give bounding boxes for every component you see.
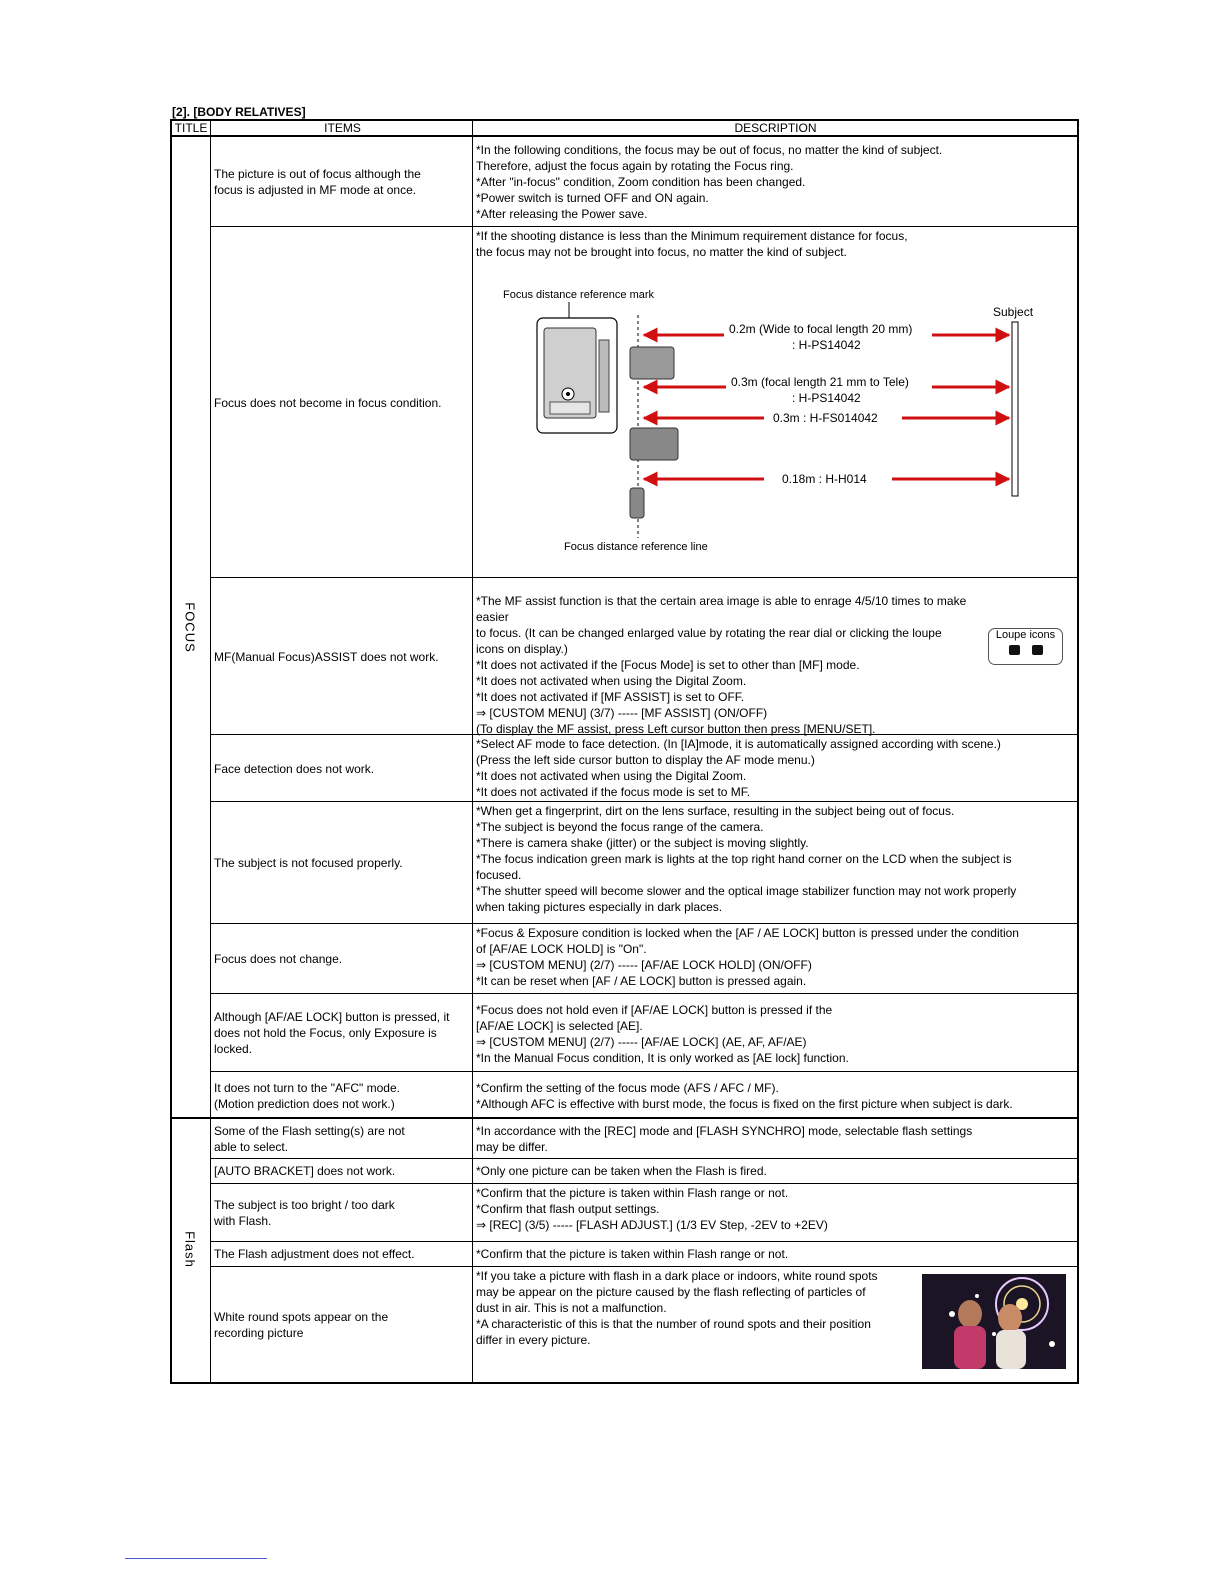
item-cell: Focus does not change.	[214, 952, 343, 966]
item-cell: Although [AF/AE LOCK] button is pressed, it does not hold the Focus, only Exposure is locked.	[214, 1010, 450, 1056]
description-cell: *Only one picture can be taken when the Flash is fired.	[476, 1164, 767, 1178]
description-cell: *Select AF mode to face detection. (In [IA]mode, it is automatically assigned according with scene.) (Press the left side cursor button to display the AF mode menu.) *It does not activated when using the Digital Zoom. *It does not activated if the focus mode is set to MF.	[476, 737, 1001, 799]
loupe-icons-box	[988, 628, 1063, 665]
row-divider	[210, 801, 1078, 802]
col-header-description: DESCRIPTION	[734, 121, 817, 135]
description-cell: *In the following conditions, the focus may be out of focus, no matter the kind of subject. Therefore, adjust the focus again by rotating the Focus ring. *After "in-focus" condition, Zoom condition has been changed. *Power switch is turned OFF and ON again. *After releasing the Power save.	[476, 143, 943, 221]
description-cell: *Confirm the setting of the focus mode (AFS / AFC / MF). *Although AFC is effective with burst mode, the focus is fixed on the first picture when subject is dark.	[476, 1081, 1013, 1111]
footer-rule	[125, 1558, 267, 1559]
subject-label: Subject	[993, 305, 1034, 319]
item-cell: MF(Manual Focus)ASSIST does not work.	[214, 650, 439, 664]
description-cell: *In accordance with the [REC] mode and [FLASH SYNCHRO] mode, selectable flash settings may be differ.	[476, 1124, 973, 1154]
zoom-in-icon	[1032, 645, 1043, 655]
section-title-flash: Flash	[182, 1231, 198, 1268]
distance-label: : H-PS14042	[792, 391, 861, 405]
item-cell: It does not turn to the "AFC" mode. (Motion prediction does not work.)	[214, 1081, 400, 1111]
description-cell: *Confirm that the picture is taken within Flash range or not.	[476, 1247, 789, 1261]
lens-icon	[630, 488, 644, 518]
row-divider	[210, 226, 1078, 227]
item-cell: The picture is out of focus although the focus is adjusted in MF mode at once.	[214, 167, 421, 197]
row-divider	[210, 1158, 1078, 1159]
flash-spots-sample-photo	[922, 1274, 1066, 1369]
row-divider	[210, 993, 1078, 994]
description-cell: *Focus does not hold even if [AF/AE LOCK] button is pressed if the [AF/AE LOCK] is selected [AE]. ⇒ [CUSTOM MENU] (2/7) ----- [AF/AE LOCK] (AE, AF, AF/AE) *In the Manual Focus condition, It is only worked as [AE lock] function.	[476, 1003, 849, 1065]
distance-label: 0.2m (Wide to focal length 20 mm)	[729, 322, 913, 336]
divider	[210, 119, 211, 136]
row-divider	[210, 923, 1078, 924]
row-divider	[210, 1071, 1078, 1072]
item-cell: The subject is not focused properly.	[214, 856, 403, 870]
description-cell: *The MF assist function is that the certain area image is able to enrage 4/5/10 times to make easier to focus. (It can be changed enlarged value by rotating the rear dial or clicking the loupe icons on display.) *It does not activated if the [Focus Mode] is set to other than [MF] mode. *It does not activated when using the Digital Zoom. *It does not activated if [MF ASSIST] is set to OFF. ⇒ [CUSTOM MENU] (3/7) ----- [MF ASSIST] (ON/OFF) (To display the MF assist, press Left cursor button then press [MENU/SET].	[476, 594, 967, 736]
description-cell: *If the shooting distance is less than the Minimum requirement distance for focus, the focus may not be brought into focus, no matter the kind of subject.	[476, 229, 908, 259]
subject-bar	[1012, 322, 1018, 496]
item-cell: The Flash adjustment does not effect.	[214, 1247, 415, 1261]
description-cell: *If you take a picture with flash in a dark place or indoors, white round spots may be appear on the picture caused by the flash reflecting of particles of dust in air. This is not a malfunction. *A characteristic of this is that the number of round spots and their position differ in every picture.	[476, 1269, 878, 1347]
item-cell: Some of the Flash setting(s) are not able to select.	[214, 1124, 405, 1154]
row-divider	[210, 1183, 1078, 1184]
item-cell: The subject is too bright / too dark with Flash.	[214, 1198, 395, 1228]
row-divider	[210, 1241, 1078, 1242]
lens-icon	[630, 347, 674, 379]
distance-label: 0.3m : H-FS014042	[773, 411, 878, 425]
section-title-focus: FOCUS	[182, 602, 198, 653]
header-divider	[170, 135, 1079, 137]
col-header-title: TITLE	[174, 121, 208, 135]
focus-distance-diagram	[474, 280, 1074, 570]
distance-label: : H-PS14042	[792, 338, 861, 352]
distance-label: 0.18m : H-H014	[782, 472, 867, 486]
ref-mark-label: Focus distance reference mark	[503, 289, 655, 301]
item-cell: Face detection does not work.	[214, 762, 375, 776]
item-cell: Focus does not become in focus condition.	[214, 396, 442, 410]
description-cell: *Focus & Exposure condition is locked when the [AF / AE LOCK] button is pressed under the condition of [AF/AE LOCK HOLD] is "On". ⇒ [CUSTOM MENU] (2/7) ----- [AF/AE LOCK HOLD] (ON/OFF) *It can be reset when [AF / AE LOCK] button is pressed again.	[476, 926, 1019, 988]
divider	[210, 136, 211, 1384]
section-heading: [2]. [BODY RELATIVES]	[172, 105, 306, 119]
divider	[472, 119, 473, 1384]
ref-line-label: Focus distance reference line	[564, 541, 708, 553]
description-cell: *When get a fingerprint, dirt on the lens surface, resulting in the subject being out of focus. *The subject is beyond the focus range of the camera. *There is camera shake (jitter) or the subject is moving slightly. *The focus indication green mark is lights at the top right hand corner on the LCD when the subject is focused. *The shutter speed will become slower and the optical image stabilizer function may not work properly when taking pictures especially in dark places.	[476, 804, 1017, 914]
section-divider	[170, 1117, 1079, 1119]
col-header-items: ITEMS	[324, 121, 361, 135]
row-divider	[210, 1266, 1078, 1267]
loupe-icons-label: Loupe icons	[995, 629, 1056, 641]
lens-icon	[630, 428, 678, 460]
row-divider	[210, 577, 1078, 578]
item-cell: [AUTO BRACKET] does not work.	[214, 1164, 396, 1178]
item-cell: White round spots appear on the recording picture	[214, 1310, 389, 1340]
zoom-out-icon	[1009, 645, 1020, 655]
description-cell: *Confirm that the picture is taken within Flash range or not. *Confirm that flash output settings. ⇒ [REC] (3/5) ----- [FLASH ADJUST.] (1/3 EV Step, -2EV to +2EV)	[476, 1186, 828, 1232]
distance-label: 0.3m (focal length 21 mm to Tele)	[731, 375, 909, 389]
